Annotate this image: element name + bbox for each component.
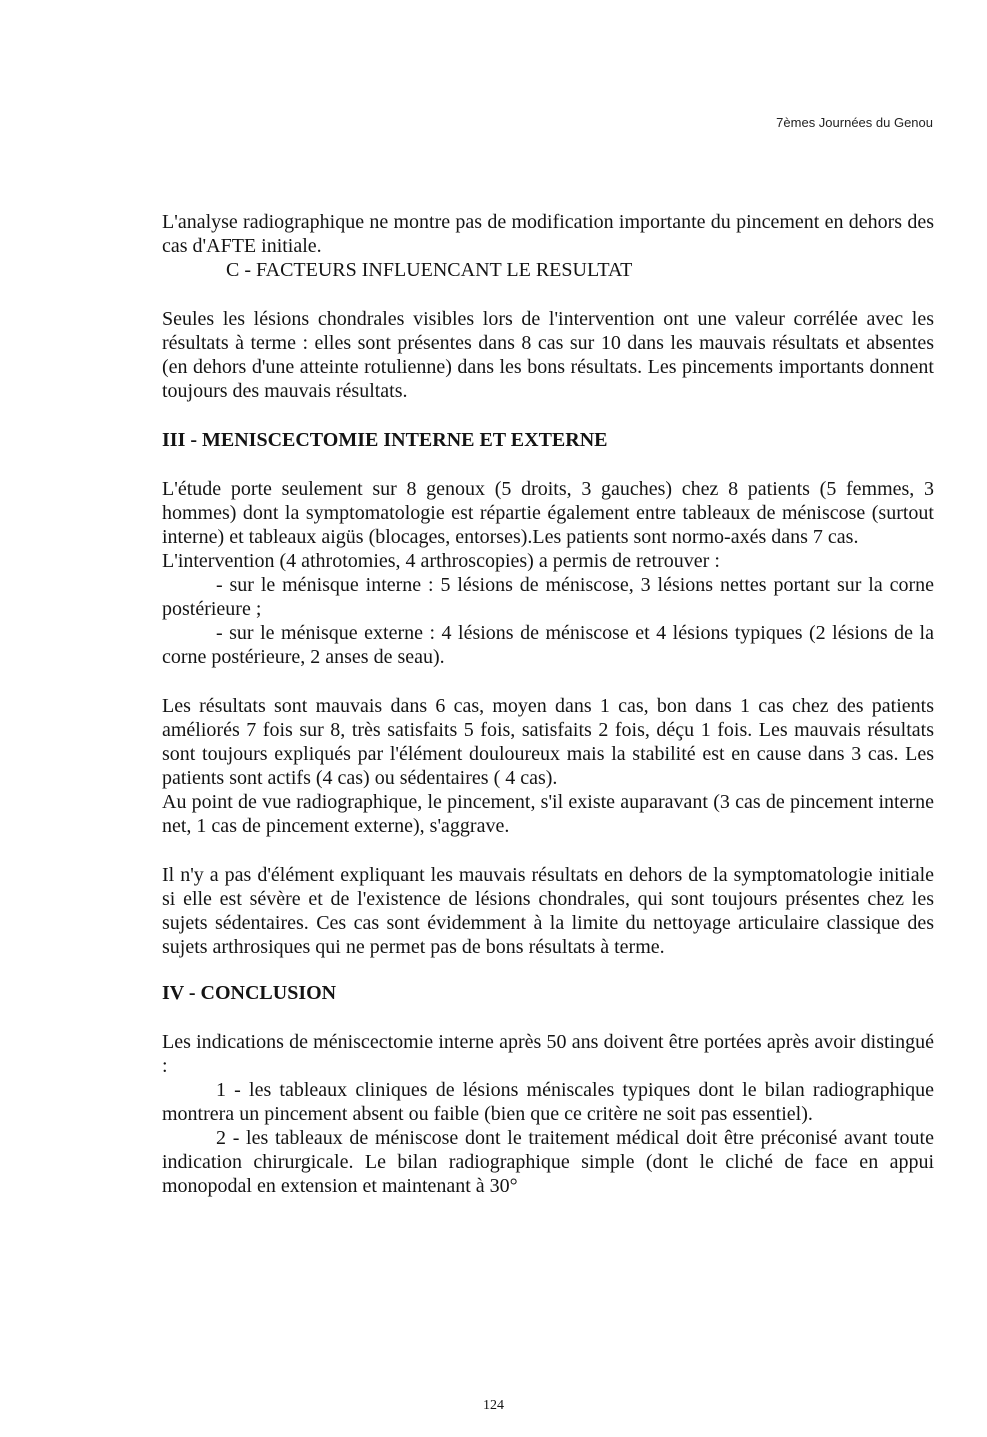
subheading-c: C - FACTEURS INFLUENCANT LE RESULTAT [226,259,633,281]
page-body [162,210,934,1198]
paragraph-bad-results: Il n'y a pas d'élément expliquant les mauvais résultats en dehors de la symptomatologie initiale si elle est sévère et de l'existence de lésions chondrales, qui sont toujours présentes chez les sujets sédentaires. Ces cas sont évidemment à la limite du nettoyage articulaire classique des sujets arthrosiques qui ne permet pas de bons résultats à terme. [162,864,934,958]
section-heading-iv: IV - CONCLUSION [162,982,337,1004]
paragraph-chondral-lesions: Seules les lésions chondrales visibles lors de l'intervention ont une valeur corrélée avec les résultats à terme : elles sont présentes dans 8 cas sur 10 dans les mauvais résultats et absentes (en dehors d'une atteinte rotulienne) dans les bons résultats. Les pincements importants donnent toujours des mauvais résultats. [162,308,934,402]
section-heading-iii: III - MENISCECTOMIE INTERNE ET EXTERNE [162,429,608,451]
list-item-internal-meniscus: - sur le ménisque interne : 5 lésions de méniscose, 3 lésions nettes portant sur la corne postérieure ; [162,574,934,620]
paragraph-radiographic-view: Au point de vue radiographique, le pincement, s'il existe auparavant (3 cas de pincement interne net, 1 cas de pincement externe), s'aggrave. [162,791,934,837]
numbered-item-2: 2 - les tableaux de méniscose dont le traitement médical doit être préconisé avant toute indication chirurgicale. Le bilan radiographique simple (dont le cliché de face en appui monopodal en extension et maintenant à 30° [162,1127,934,1197]
paragraph-indications: Les indications de méniscectomie interne après 50 ans doivent être portées après avoir distingué : [162,1031,934,1077]
page-number: 124 [483,1398,504,1413]
running-header: 7èmes Journées du Genou [776,115,933,130]
paragraph-intervention: L'intervention (4 athrotomies, 4 arthroscopies) a permis de retrouver : [162,550,720,572]
list-item-external-meniscus: - sur le ménisque externe : 4 lésions de méniscose et 4 lésions typiques (2 lésions de la corne postérieure, 2 anses de seau). [162,622,934,668]
numbered-item-1: 1 - les tableaux cliniques de lésions méniscales typiques dont le bilan radiographique montrera un pincement absent ou faible (bien que ce critère ne soit pas essentiel). [162,1079,934,1125]
paragraph-study: L'étude porte seulement sur 8 genoux (5 droits, 3 gauches) chez 8 patients (5 femmes, 3 hommes) dont la symptomatologie est répartie également entre tableaux de méniscose (surtout interne) et tableaux aigüs (blocages, entorses).Les patients sont normo-axés dans 7 cas. [162,478,934,548]
paragraph-radiographic-analysis: L'analyse radiographique ne montre pas de modification importante du pincement en dehors des cas d'AFTE initiale. [162,211,934,257]
paragraph-results: Les résultats sont mauvais dans 6 cas, moyen dans 1 cas, bon dans 1 cas chez des patients améliorés 7 fois sur 8, très satisfaits 5 fois, satisfaits 2 fois, déçu 1 fois. Les mauvais résultats sont toujours expliqués par l'élément douloureux mais la stabilité est en cause dans 3 cas. Les patients sont actifs (4 cas) ou sédentaires ( 4 cas). [162,695,934,789]
